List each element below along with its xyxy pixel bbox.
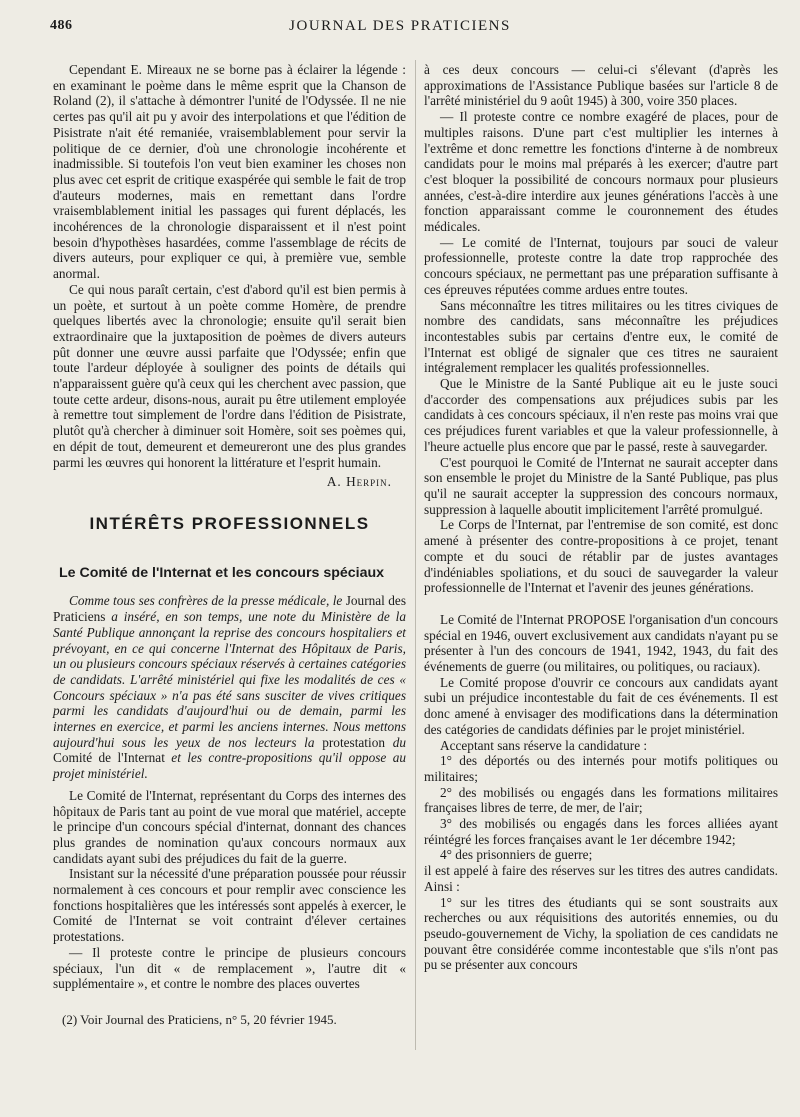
left-column [53, 62, 406, 992]
paragraph: il est appelé à faire des réserves sur les titres des autres candidats. Ainsi : [424, 863, 778, 894]
author-signature: A. Herpin. [326, 474, 392, 490]
paragraph: Acceptant sans réserve la candidature : [440, 737, 648, 753]
right-column [424, 62, 778, 973]
column-divider [415, 60, 416, 1050]
paragraph: Le Comité propose d'ouvrir ce concours aux candidats ayant subi un préjudice incontestable du fait de ces événements. Il est donc amené à envisager des modifications dans la détermination des catégories de candidats définies par le projet ministériel. [424, 674, 778, 737]
paragraph: — Il proteste contre le principe de plusieurs concours spéciaux, l'un dit « de remplacement », l'autre dit « supplémentaire », et contre le nombre des places ouvertes [53, 944, 406, 992]
article-title: Le Comité de l'Internat et les concours spéciaux [59, 564, 385, 581]
list-item: 1° des déportés ou des internés pour motifs politiques ou militaires; [424, 753, 778, 784]
paragraph: C'est pourquoi le Comité de l'Internat ne saurait accepter dans son ensemble le projet du Ministre de la Santé Publique, pas plus qu'il ne saurait accepter la suppression des concours normaux, suppression à laquelle aboutit implicitement l'arrêté promulgué. [424, 454, 778, 517]
section-title: INTÉRÊTS PROFESSIONNELS [89, 513, 370, 533]
paragraph: à ces deux concours — celui-ci s'élevant (d'après les approximations de l'Assistance Publique basées sur l'article 8 de l'arrêté ministériel du 9 août 1945) à 300, voire 350 places. [424, 62, 778, 109]
article-intro: Comme tous ses confrères de la presse médicale, le Journal des Praticiens a inséré, en son temps, une note du Ministère de la Santé Publique annonçant la reprise des concours hospitaliers et prévoyant, en ce qui concerne l'Internat des Hôpitaux de Paris, un ou plusieurs concours spéciaux réservés à certaines catégories de candidats. L'arrêté ministériel qui fixe les modalités de ces « Concours spéciaux » n'a pas été sans susciter de vives critiques parmi les candidats d'aujourd'hui ou de demain, parmi les internes en exercice, et parmi les anciens internes. Nous mettons aujourd'hui sous les yeux de nos lecteurs la protestation du Comité de l'Internat et les contre-propositions qu'il oppose au projet ministériel. [53, 593, 406, 782]
running-head: JOURNAL DES PRATICIENS [289, 18, 511, 34]
paragraph: Sans méconnaître les titres militaires ou les titres civiques de nombre des candidats, sans méconnaître les préjudices incontestables subis par certains d'entre eux, le comité de l'Internat est obligé de signaler que ces titres ne sauraient intégralement remplacer les qualités professionnelles. [424, 297, 778, 376]
paragraph: Le Comité de l'Internat PROPOSE l'organisation d'un concours spécial en 1946, ouvert exclusivement aux candidats n'ayant pu se présenter à l'un des concours de 1941, 1942, 1943, du fait des événements de guerre (ou militaires, ou politiques, ou raciaux). [424, 611, 778, 675]
footnote: (2) Voir Journal des Praticiens, n° 5, 20 février 1945. [62, 1012, 337, 1027]
list-item: 2° des mobilisés ou engagés dans les formations militaires françaises libres de terre, de mer, de l'air; [424, 784, 778, 816]
paragraph: Le Comité de l'Internat, représentant du Corps des internes des hôpitaux de Paris tant au point de vue moral que matériel, accepte le principe d'un concours spécial d'internat, donnant des chances plus grandes de nomination qu'aux concours normaux aux candidats ayant subi des préjudices du fait de la guerre. [53, 787, 406, 866]
paragraph: Ce qui nous paraît certain, c'est d'abord qu'il est bien permis à un poète, et surtout à un poète comme Homère, de prendre quelques libertés avec la chronologie; ensuite qu'il serait bien extraordinaire que la juxtaposition de poèmes de divers auteurs pût donner une œuvre aussi parfaite que l'Odyssée; enfin que toute l'ardeur déployée à souligner des points de détails qui n'apparaissent guère qu'à ceux qui les cherchent avec passion, que toute cette ardeur, disons-nous, aurait pu être utilement employée à remettre tout simplement de l'ordre dans l'édition de Pisistrate, plutôt qu'à chercher à diminuer soit Homère, soit ses poèmes qui, en dépit de tout, demeurent et demeureront une des plus grandes parmi les œuvres qui honorent la littérature et l'esprit humain. [53, 281, 406, 470]
list-item: 4° des prisonniers de guerre; [440, 847, 593, 863]
paragraph: Insistant sur la nécessité d'une préparation poussée pour réussir normalement à ces concours et pour remplir avec conscience les fonctions hospitalières que les intéressés sont appelés à exercer, le Comité de l'Internat se voit contraint d'élever certaines protestations. [53, 866, 406, 945]
list-item: 3° des mobilisés ou engagés dans les forces alliées ayant réintégré les forces françaises avant le 1er décembre 1942; [424, 816, 778, 847]
paragraph: Que le Ministre de la Santé Publique ait eu le juste souci d'accorder des compensations aux préjudices subis par les candidats à ces concours spéciaux, il n'en reste pas moins vrai que ces préjudices furent variables et que la valeur professionnelle, à l'heure actuelle plus encore que par le passé, reste à sauvegarder. [424, 376, 778, 454]
list-item: 1° sur les titres des étudiants qui se sont soustraits aux recherches ou aux réquisitions des autorités ennemies, ou du pseudo-gouvernement de Vichy, la spoliation de ces candidats ne pouvant être considérée comme incontestable que s'ils n'ont pas pu se présenter aux concours [424, 894, 778, 973]
page-number: 486 [50, 18, 73, 33]
paragraph: — Le comité de l'Internat, toujours par souci de valeur professionnelle, proteste contre la date trop rapprochée des concours spéciaux, ne permettant pas une préparation suffisante à ces épreuves réputées comme ardues entre toutes. [424, 234, 778, 297]
paragraph: Le Corps de l'Internat, par l'entremise de son comité, est donc amené à présenter des contre-propositions à ce projet, tenant compte et du souci de rétablir par de justes avantages d'indéniables spoliations, et du souci de sauvegarder la valeur professionnelle de l'Internat et l'avenir des jeunes générations. [424, 517, 778, 596]
paragraph: Cependant E. Mireaux ne se borne pas à éclairer la légende : en examinant le poème dans le même esprit que la Chanson de Roland (2), il s'attache à démontrer l'unité de l'Odyssée. Il ne nie certes pas qu'il ait pu y avoir des interpolations et que l'édition de Pisistrate n'ait été remaniée, vraisemblablement pour servir la politique de ce dernier, d'où une chronologie incohérente et inadmissible. Si toutefois l'on veut bien examiner les choses non plus avec cet esprit de critique exaspérée qui semble le fait de trop d'auteurs modernes, mais en remettant dans l'ordre vraisemblablement initial les passages qui furent déplacés, les incohérences de la chronologie disparaissent et il n'est point besoin d'hypothèses hasardées, comme l'assemblage de récits de divers auteurs, pour expliquer ce qui, à première vue, semble anormal. [53, 62, 406, 282]
paragraph: — Il proteste contre ce nombre exagéré de places, pour de multiples raisons. D'une part c'est multiplier les internes à l'extrême et donc remettre les fonctions d'interne à de nombreux candidats pour le moins mal préparés à les exercer; d'autre part c'est bloquer la possibilité de concours normaux pour plusieurs années, c'est-à-dire interdire aux jeunes générations l'accès à une fonction apparaissant comme le couronnement des études médicales. [424, 109, 778, 235]
